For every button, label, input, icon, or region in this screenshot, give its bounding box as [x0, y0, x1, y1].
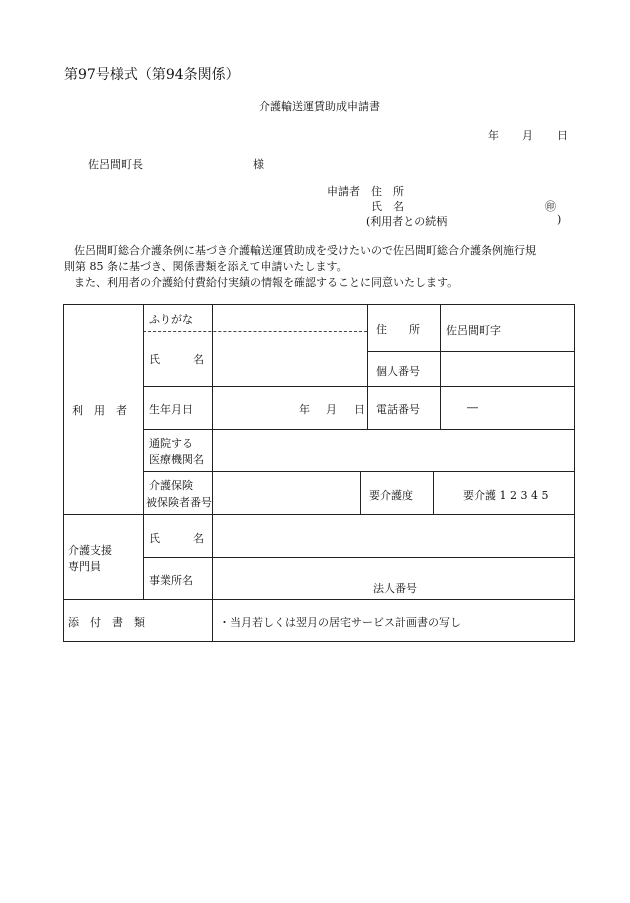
care-level-right-line: [433, 471, 434, 514]
address-value: 佐呂間町字: [446, 324, 501, 337]
applicant-address-label: 住 所: [371, 185, 404, 198]
insured-label-line-1: 介護保険: [149, 479, 193, 492]
corporate-number-label: 法人番号: [373, 582, 417, 595]
office-name-label: 事業所名: [149, 574, 193, 587]
body-paragraph-1-line-1: 佐呂間町総合介護条例に基づき介護輸送運賃助成を受けたいので佐呂間町総合介護条例施行規: [74, 244, 536, 257]
birth-month: 月: [326, 403, 337, 416]
furigana-divider: [143, 331, 367, 332]
form-number: 第97号様式（第94条関係）: [64, 67, 240, 83]
insured-label-line-2: 被保険者番号: [146, 496, 212, 509]
date-year: 年: [488, 129, 499, 142]
attachments-value: ・当月若しくは翌月の居宅サービス計画書の写し: [219, 616, 461, 629]
support-section-label-line-2: 専門員: [68, 560, 101, 573]
name-label: 氏 名: [149, 353, 204, 366]
phone-value: ―: [467, 401, 478, 414]
birth-year: 年: [299, 403, 310, 416]
support-section-label-line-1: 介護支援: [68, 544, 112, 557]
hospital-label-line-2: 医療機関名: [149, 453, 204, 466]
care-level-left-line: [360, 471, 361, 514]
addressee: 佐呂間町長: [88, 158, 143, 171]
hospital-row-line: [143, 471, 575, 472]
label-column-line: [212, 304, 213, 642]
care-level-label: 要介護度: [369, 489, 413, 502]
support-name-line: [143, 557, 575, 558]
applicant-name-label: 氏 名: [371, 200, 404, 213]
honorific: 様: [253, 158, 264, 171]
user-section-line: [63, 514, 575, 515]
relation-label: (利用者との続柄: [366, 215, 448, 228]
birth-row-line: [143, 429, 575, 430]
section-column-line: [143, 304, 144, 599]
value-column-line: [440, 304, 441, 429]
body-paragraph-1-line-2: 則第 85 条に基づき、関係書類を添えて申請いたします。: [64, 260, 348, 273]
date-day: 日: [557, 129, 568, 142]
seal-mark: ㊞: [545, 200, 556, 213]
support-name-label: 氏 名: [149, 532, 204, 545]
relation-close: ): [557, 213, 562, 226]
support-section-line: [63, 599, 575, 600]
document-title: 介護輸送運賃助成申請書: [259, 100, 380, 113]
body-paragraph-2: また、利用者の介護給付費給付実績の情報を確認することに同意いたします。: [74, 276, 459, 289]
middle-column-line: [367, 304, 368, 429]
address-label: 住 所: [376, 323, 420, 336]
table-border: [63, 304, 575, 642]
birth-day: 日: [354, 403, 365, 416]
address-row-line: [367, 351, 575, 352]
user-section-label: 利 用 者: [72, 404, 127, 417]
furigana-label: ふりがな: [149, 313, 193, 326]
date-month: 月: [522, 129, 533, 142]
personal-number-label: 個人番号: [376, 365, 420, 378]
attachments-label: 添 付 書 類: [68, 616, 145, 629]
phone-label: 電話番号: [376, 403, 420, 416]
care-level-value: 要介護 1 2 3 4 5: [463, 489, 549, 502]
hospital-label-line-1: 通院する: [149, 437, 193, 450]
applicant-label: 申請者: [327, 185, 360, 198]
birth-date-label: 生年月日: [149, 403, 193, 416]
name-row-line: [143, 386, 575, 387]
